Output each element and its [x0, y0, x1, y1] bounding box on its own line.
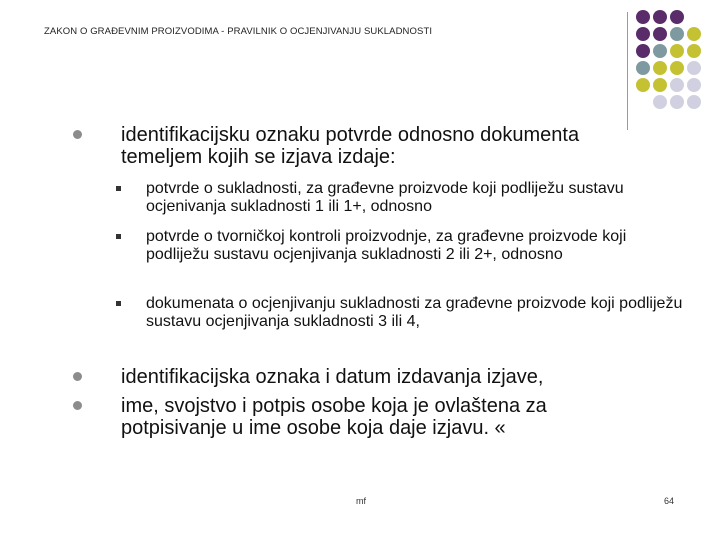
list-item-text: identifikacijsku oznaku potvrde odnosno dokumenta temeljem kojih se izjava izdaje: [121, 124, 580, 168]
sub-list-item [146, 228, 686, 263]
decorative-dot [670, 61, 684, 75]
round-bullet-icon [73, 372, 82, 381]
decorative-dot [653, 44, 667, 58]
decorative-dot [636, 78, 650, 92]
decorative-dot [636, 95, 650, 109]
round-bullet-icon [73, 401, 82, 410]
decorative-dot [687, 61, 701, 75]
square-bullet-icon [116, 301, 121, 306]
decorative-dot [636, 61, 650, 75]
decorative-dot [653, 78, 667, 92]
footer-author: mf [356, 496, 366, 506]
decorative-dot [636, 44, 650, 58]
decorative-divider [627, 12, 628, 130]
round-bullet-icon [73, 130, 82, 139]
sub-list-item [146, 180, 686, 215]
sub-list-item [146, 295, 686, 330]
list-item-text: identifikacijska oznaka i datum izdavanja izjave, [121, 366, 544, 388]
decorative-dot [636, 27, 650, 41]
decorative-dot [670, 44, 684, 58]
sub-list-item-text: potvrde o tvorničkoj kontroli proizvodnje, za građevne proizvode koji podliježu sustavu ocjenjivanja sukladnosti 2 ili 2+, odnosno [146, 228, 627, 263]
sub-list-item-text: dokumenata o ocjenjivanju sukladnosti za građevne proizvode koji podliježu sustavu ocjenjivanja sukladnosti 3 ili 4, [146, 295, 683, 330]
slide-header: ZAKON O GRAĐEVNIM PROIZVODIMA - PRAVILNIK O OCJENJIVANJU SUKLADNOSTI [44, 26, 433, 37]
decorative-dot [636, 10, 650, 24]
decorative-dot [670, 10, 684, 24]
decorative-dot [670, 78, 684, 92]
list-item [121, 124, 641, 168]
square-bullet-icon [116, 186, 121, 191]
decorative-dot [670, 95, 684, 109]
decorative-dot [653, 61, 667, 75]
sub-list-item-text: potvrde o sukladnosti, za građevne proizvode koji podliježu sustavu ocjenivanja sukladnosti 1 ili 1+, odnosno [146, 180, 624, 215]
decorative-dot-grid [636, 10, 701, 109]
decorative-dot [653, 10, 667, 24]
list-item [121, 366, 641, 388]
decorative-dot [687, 44, 701, 58]
square-bullet-icon [116, 234, 121, 239]
decorative-dot [670, 27, 684, 41]
decorative-dot [687, 10, 701, 24]
decorative-dot [687, 27, 701, 41]
list-item [121, 395, 641, 439]
decorative-dot [653, 95, 667, 109]
decorative-dot [653, 27, 667, 41]
page-number: 64 [664, 496, 675, 506]
list-item-text: ime, svojstvo i potpis osobe koja je ovlaštena za potpisivanje u ime osobe koja daje izjavu. « [121, 395, 547, 439]
decorative-dot [687, 95, 701, 109]
decorative-dot [687, 78, 701, 92]
